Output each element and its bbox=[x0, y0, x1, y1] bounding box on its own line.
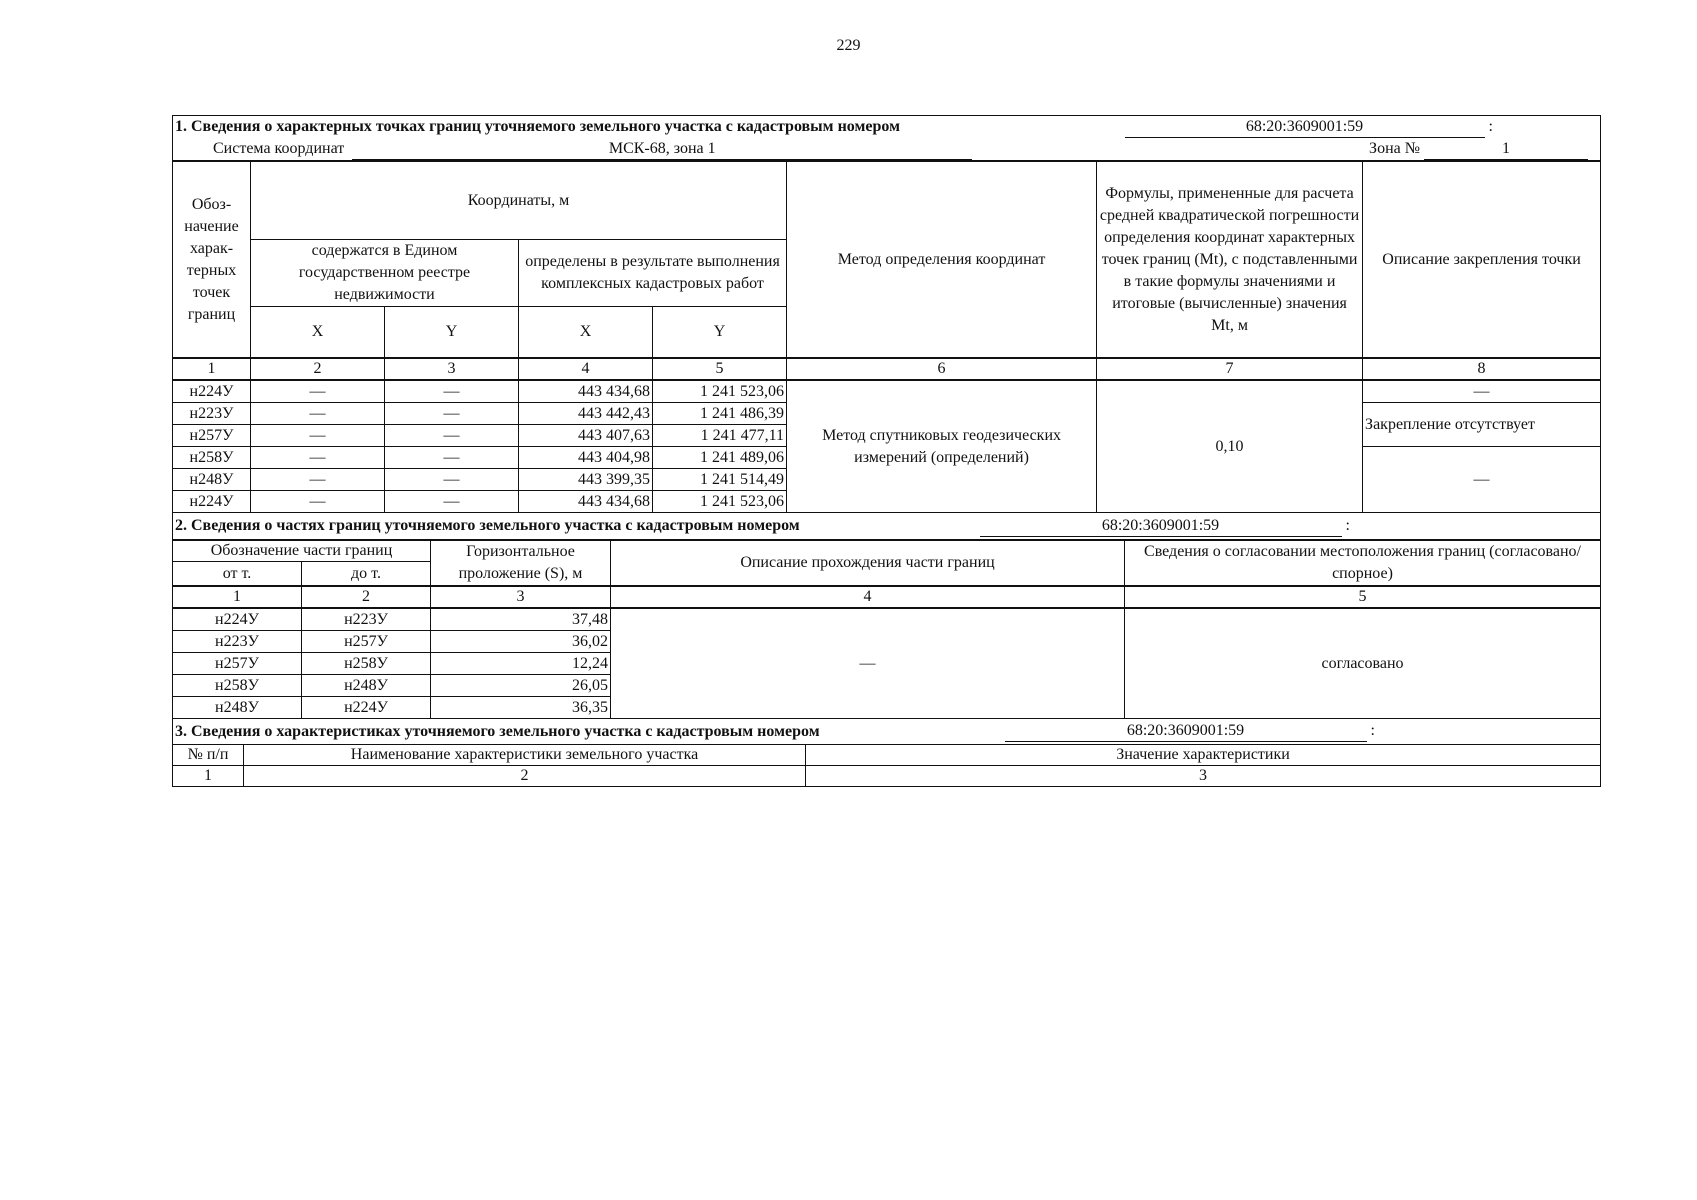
header-method: Метод определения координат bbox=[787, 161, 1097, 358]
det-x: 443 399,35 bbox=[519, 469, 653, 491]
point-name: н258У bbox=[173, 447, 251, 469]
header-part-designation: Обозначение части границ bbox=[173, 540, 431, 562]
header-agreement: Сведения о согласовании местоположения границ (согласовано/спорное) bbox=[1125, 540, 1601, 586]
section3-table bbox=[172, 744, 1601, 787]
header-determined: определены в результате выполнения комплексных кадастровых работ bbox=[519, 240, 787, 307]
part-from: н223У bbox=[173, 631, 302, 653]
table-row bbox=[173, 380, 1601, 403]
part-to: н257У bbox=[302, 631, 431, 653]
part-length: 36,35 bbox=[431, 697, 611, 719]
col-number: 1 bbox=[173, 766, 244, 787]
det-x: 443 404,98 bbox=[519, 447, 653, 469]
point-name: н224У bbox=[173, 380, 251, 403]
reg-x: — bbox=[251, 447, 385, 469]
section1-header bbox=[172, 115, 1601, 160]
header-reg-y: Y bbox=[385, 307, 519, 359]
section2-title: 2. Сведения о частях границ уточняемого земельного участка с кадастровым номером bbox=[175, 517, 800, 534]
part-to: н224У bbox=[302, 697, 431, 719]
reg-y: — bbox=[385, 447, 519, 469]
det-x: 443 434,68 bbox=[519, 380, 653, 403]
header-fixing: Описание закрепления точки bbox=[1363, 161, 1601, 358]
section2-header bbox=[172, 513, 1601, 539]
reg-y: — bbox=[385, 380, 519, 403]
header-name: Наименование характеристики земельного участка bbox=[244, 745, 806, 766]
header-num: № п/п bbox=[173, 745, 244, 766]
agreement-value: согласовано bbox=[1125, 608, 1601, 719]
section3-title: 3. Сведения о характеристиках уточняемого земельного участка с кадастровым номером bbox=[175, 722, 820, 740]
header-det-y: Y bbox=[653, 307, 787, 359]
header-horizontal: Горизонтальное проложение (S), м bbox=[431, 540, 611, 586]
section1-colon: : bbox=[1488, 117, 1493, 135]
point-name: н248У bbox=[173, 469, 251, 491]
section1-table bbox=[172, 160, 1601, 513]
det-y: 1 241 523,06 bbox=[653, 380, 787, 403]
header-description: Описание прохождения части границ bbox=[611, 540, 1125, 586]
header-in-register: содержатся в Едином государственном реестре недвижимости bbox=[251, 240, 519, 307]
table-row bbox=[173, 608, 1601, 631]
part-to: н248У bbox=[302, 675, 431, 697]
fixing-value: Закрепление отсутствует bbox=[1363, 403, 1601, 447]
fixing-value: — bbox=[1363, 447, 1601, 513]
reg-x: — bbox=[251, 425, 385, 447]
part-from: н257У bbox=[173, 653, 302, 675]
det-y: 1 241 489,06 bbox=[653, 447, 787, 469]
col-number: 3 bbox=[385, 358, 519, 380]
section2-table bbox=[172, 539, 1601, 719]
section2-colon: : bbox=[1345, 516, 1350, 534]
col-number: 1 bbox=[173, 358, 251, 380]
section3-cadastral-number: 68:20:3609001:59 bbox=[1005, 721, 1367, 742]
reg-x: — bbox=[251, 380, 385, 403]
part-length: 37,48 bbox=[431, 608, 611, 631]
col-number: 1 bbox=[173, 586, 302, 608]
cadastral-sheet bbox=[172, 115, 1600, 787]
description-value: — bbox=[611, 608, 1125, 719]
part-length: 12,24 bbox=[431, 653, 611, 675]
part-length: 26,05 bbox=[431, 675, 611, 697]
point-name: н257У bbox=[173, 425, 251, 447]
fixing-value: — bbox=[1363, 380, 1601, 403]
header-to: до т. bbox=[302, 562, 431, 586]
det-y: 1 241 514,49 bbox=[653, 469, 787, 491]
det-x: 443 407,63 bbox=[519, 425, 653, 447]
method-value: Метод спутниковых геодезических измерений (определений) bbox=[787, 380, 1097, 513]
point-name: н223У bbox=[173, 403, 251, 425]
col-number: 5 bbox=[653, 358, 787, 380]
point-name: н224У bbox=[173, 491, 251, 513]
reg-y: — bbox=[385, 491, 519, 513]
col-number: 4 bbox=[519, 358, 653, 380]
reg-y: — bbox=[385, 469, 519, 491]
header-det-x: X bbox=[519, 307, 653, 359]
header-formulas: Формулы, примененные для расчета средней квадратической погрешности определения координат характерных точек границ (Mt), с подставленными в такие формулы значениями и итоговые (вычисленные) значения Mt, м bbox=[1097, 161, 1363, 358]
part-length: 36,02 bbox=[431, 631, 611, 653]
col-number: 2 bbox=[251, 358, 385, 380]
reg-x: — bbox=[251, 469, 385, 491]
col-number: 3 bbox=[806, 766, 1601, 787]
col-number: 8 bbox=[1363, 358, 1601, 380]
part-from: н248У bbox=[173, 697, 302, 719]
header-from: от т. bbox=[173, 562, 302, 586]
det-y: 1 241 486,39 bbox=[653, 403, 787, 425]
header-value: Значение характеристики bbox=[806, 745, 1601, 766]
reg-x: — bbox=[251, 491, 385, 513]
header-designation: Обоз-начение харак-терных точек границ bbox=[173, 161, 251, 358]
zone-label: Зона № bbox=[1369, 139, 1420, 157]
header-coordinates: Координаты, м bbox=[251, 161, 787, 240]
section1-cadastral-number: 68:20:3609001:59 bbox=[1125, 117, 1485, 138]
col-number: 2 bbox=[302, 586, 431, 608]
zone-value: 1 bbox=[1424, 139, 1588, 160]
coord-system-value: МСК-68, зона 1 bbox=[352, 139, 972, 160]
col-number: 5 bbox=[1125, 586, 1601, 608]
reg-y: — bbox=[385, 403, 519, 425]
col-number: 3 bbox=[431, 586, 611, 608]
part-from: н224У bbox=[173, 608, 302, 631]
col-number: 4 bbox=[611, 586, 1125, 608]
part-to: н258У bbox=[302, 653, 431, 675]
part-from: н258У bbox=[173, 675, 302, 697]
det-x: 443 434,68 bbox=[519, 491, 653, 513]
section1-title: 1. Сведения о характерных точках границ уточняемого земельного участка с кадастровым номером bbox=[175, 118, 900, 135]
col-number: 2 bbox=[244, 766, 806, 787]
header-reg-x: X bbox=[251, 307, 385, 359]
section3-header bbox=[172, 719, 1601, 744]
det-y: 1 241 477,11 bbox=[653, 425, 787, 447]
col-number: 7 bbox=[1097, 358, 1363, 380]
part-to: н223У bbox=[302, 608, 431, 631]
det-y: 1 241 523,06 bbox=[653, 491, 787, 513]
reg-y: — bbox=[385, 425, 519, 447]
page-number: 229 bbox=[836, 37, 861, 54]
section3-colon: : bbox=[1370, 722, 1375, 739]
coord-system-label: Система координат bbox=[213, 139, 345, 157]
section2-cadastral-number: 68:20:3609001:59 bbox=[980, 516, 1342, 537]
det-x: 443 442,43 bbox=[519, 403, 653, 425]
col-number: 6 bbox=[787, 358, 1097, 380]
mt-value: 0,10 bbox=[1097, 380, 1363, 513]
reg-x: — bbox=[251, 403, 385, 425]
